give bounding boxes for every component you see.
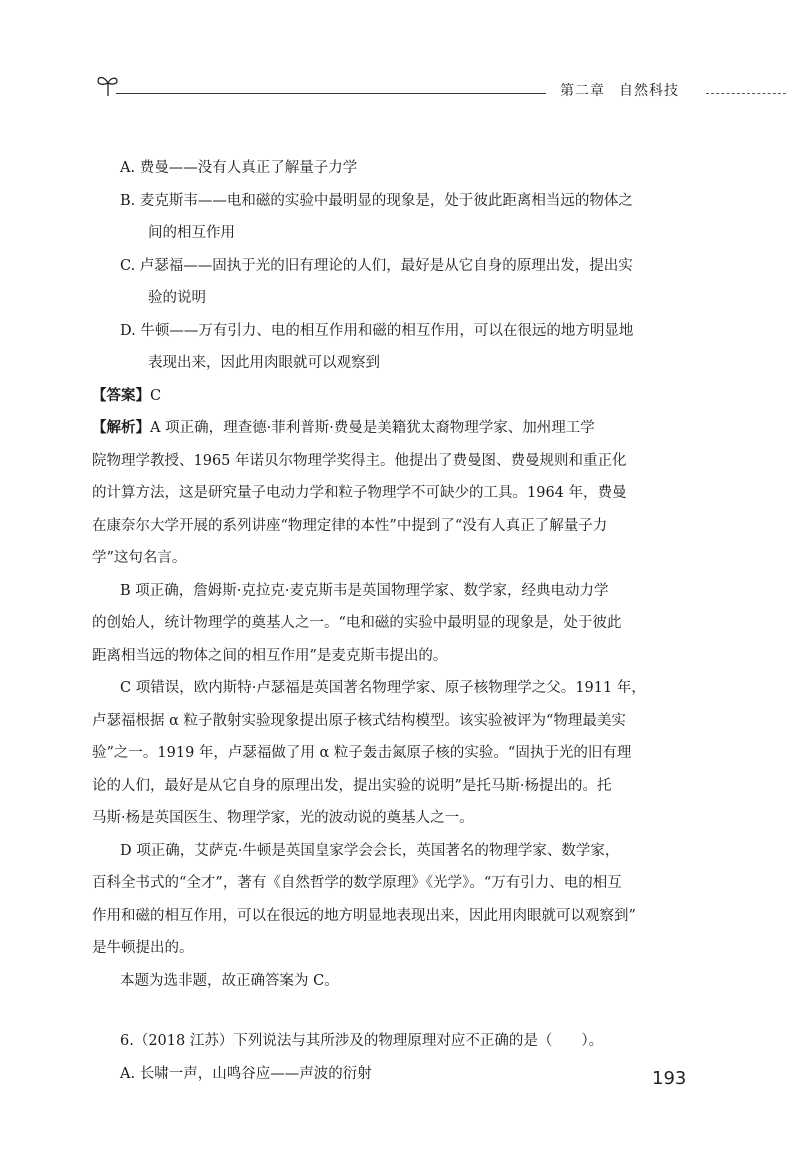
option-c-line2: 验的说明 <box>148 290 206 306</box>
chapter-number: 第二章 <box>560 83 605 99</box>
analysis-conclusion: 本题为选非题，故正确答案为 C。 <box>120 972 339 989</box>
option-b-line2: 间的相互作用 <box>148 225 235 241</box>
analysis-p1-line3: 的计算方法，这是研究量子电动力学和粒子物理学不可缺少的工具。1964 年，费曼 <box>92 485 627 501</box>
analysis-p1-line1: A 项正确，理查德·菲利普斯·费曼是美籍犹太裔物理学家、加州理工学 <box>150 420 595 436</box>
analysis-p1-line2: 院物理学教授、1965 年诺贝尔物理学奖得主。他提出了费曼图、费曼规则和重正化 <box>92 452 627 469</box>
analysis-p4-line3: 作用和磁的相互作用，可以在很远的地方明显地表现出来，因此用肉眼就可以观察到” <box>92 907 636 924</box>
analysis-p4-line4: 是牛顿提出的。 <box>92 940 194 956</box>
running-header <box>96 72 786 102</box>
analysis-line-1 <box>92 412 702 445</box>
section-gap <box>120 997 702 1025</box>
analysis-tag: 【解析】 <box>92 419 150 436</box>
analysis-p2-line1: B 项正确，詹姆斯·克拉克·麦克斯韦是英国物理学家、数学家，经典电动力学 <box>120 582 609 599</box>
question-6-stem: 6.（2018 江苏）下列说法与其所涉及的物理原理对应不正确的是（ ）。 <box>120 1033 604 1049</box>
option-a: A. 费曼——没有人真正了解量子力学 <box>120 160 358 176</box>
analysis-p3-line1: C 项错误，欧内斯特·卢瑟福是英国著名物理学家、原子核物理学之父。1911 年， <box>120 680 646 696</box>
analysis-p1-line4: 在康奈尔大学开展的系列讲座“物理定律的本性”中提到了“没有人真正了解量子力 <box>92 517 608 534</box>
analysis-p4-line1: D 项正确，艾萨克·牛顿是英国皇家学会会长，英国著名的物理学家、数学家， <box>120 842 620 859</box>
chapter-title <box>560 80 679 100</box>
page-body <box>92 152 702 1090</box>
option-b-line1: B. 麦克斯韦——电和磁的实验中最明显的现象是，处于彼此距离相当远的物体之 <box>120 192 633 209</box>
analysis-p2-line3: 距离相当远的物体之间的相互作用”是麦克斯韦提出的。 <box>92 647 448 664</box>
analysis-p3-line5: 马斯·杨是英国医生、物理学家，光的波动说的奠基人之一。 <box>92 810 474 826</box>
analysis-p3-line3: 验”之一。1919 年，卢瑟福做了用 α 粒子轰击氮原子核的实验。“固执于光的旧有理 <box>92 745 632 761</box>
sprout-icon <box>96 72 120 98</box>
question-6-option-a: A. 长啸一声，山鸣谷应——声波的衍射 <box>120 1065 372 1082</box>
option-d-line2: 表现出来，因此用肉眼就可以观察到 <box>148 355 380 371</box>
analysis-p1-line5: 学”这句名言。 <box>92 550 187 566</box>
header-rule <box>116 93 546 94</box>
chapter-section: 自然科技 <box>619 83 679 99</box>
header-rule-right <box>706 93 786 94</box>
option-c-line1: C. 卢瑟福——固执于光的旧有理论的人们，最好是从它自身的原理出发，提出实 <box>120 257 633 274</box>
analysis-p3-line4: 论的人们，最好是从它自身的原理出发，提出实验的说明”是托马斯·杨提出的。托 <box>92 777 612 794</box>
analysis-p3-line2: 卢瑟福根据 α 粒子散射实验现象提出原子核式结构模型。该实验被评为“物理最美实 <box>92 712 626 729</box>
answer-tag: 【答案】 <box>92 386 150 404</box>
analysis-p4-line2: 百科全书式的“全才”，著有《自然哲学的数学原理》《光学》。“万有引力、电的相互 <box>92 875 622 891</box>
answer-value: C <box>150 387 162 404</box>
analysis-p2-line2: 的创始人，统计物理学的奠基人之一。“电和磁的实验中最明显的现象是，处于彼此 <box>92 615 622 631</box>
answer-line <box>92 380 702 413</box>
page-number: 193 <box>652 1068 687 1089</box>
option-d-line1: D. 牛顿——万有引力、电的相互作用和磁的相互作用，可以在很远的地方明显地 <box>120 322 634 339</box>
